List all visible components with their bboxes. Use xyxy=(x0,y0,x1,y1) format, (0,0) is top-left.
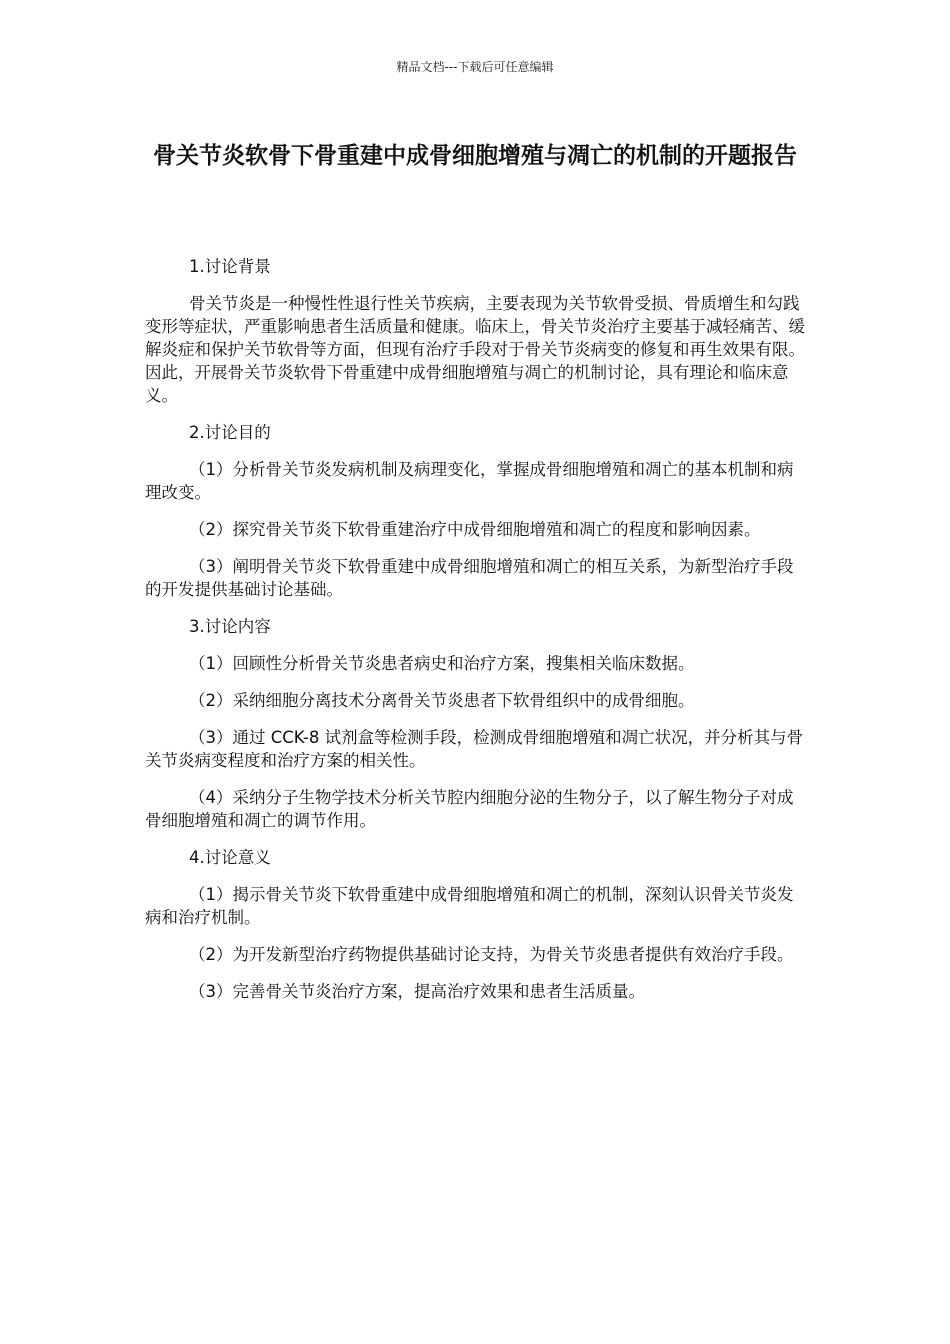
list-item: （2）探究骨关节炎下软骨重建治疗中成骨细胞增殖和凋亡的程度和影响因素。 xyxy=(189,520,761,539)
list-item: （2）采纳细胞分离技术分离骨关节炎患者下软骨组织中的成骨细胞。 xyxy=(189,691,695,710)
list-item: （3）通过 CCK-8 试剂盒等检测手段，检测成骨细胞增殖和凋亡状况，并分析其与骨关节炎病变程度和治疗方案的相关性。 xyxy=(145,728,804,770)
section-heading: 3.讨论内容 xyxy=(189,617,271,636)
list-item: （3）完善骨关节炎治疗方案，提高治疗效果和患者生活质量。 xyxy=(189,982,645,1001)
list-item: （4）采纳分子生物学技术分析关节腔内细胞分泌的生物分子，以了解生物分子对成骨细胞增殖和凋亡的调节作用。 xyxy=(145,788,794,830)
list-item: （1）分析骨关节炎发病机制及病理变化，掌握成骨细胞增殖和凋亡的基本机制和病理改变。 xyxy=(145,460,794,502)
paragraph: 骨关节炎是一种慢性性退行性关节疾病，主要表现为关节软骨受损、骨质增生和勾践变形等症状，严重影响患者生活质量和健康。临床上，骨关节炎治疗主要基于减轻痛苦、缓解炎症和保护关节软骨等方面，但现有治疗手段对于骨关节炎病变的修复和再生效果有限。因此，开展骨关节炎软骨下骨重建中成骨细胞增殖与凋亡的机制讨论，具有理论和临床意义。 xyxy=(145,294,805,405)
list-item: （2）为开发新型治疗药物提供基础讨论支持，为骨关节炎患者提供有效治疗手段。 xyxy=(189,945,794,964)
list-item: （1）回顾性分析骨关节炎患者病史和治疗方案，搜集相关临床数据。 xyxy=(189,654,695,673)
document-title: 骨关节炎软骨下骨重建中成骨细胞增殖与凋亡的机制的开题报告 xyxy=(153,143,797,169)
list-item: （1）揭示骨关节炎下软骨重建中成骨细胞增殖和凋亡的机制，深刻认识骨关节炎发病和治疗机制。 xyxy=(145,885,794,927)
section-heading: 2.讨论目的 xyxy=(189,423,271,442)
header-note: 精品文档---下载后可任意编辑 xyxy=(396,60,554,74)
list-item: （3）阐明骨关节炎下软骨重建中成骨细胞增殖和凋亡的相互关系，为新型治疗手段的开发提供基础讨论基础。 xyxy=(145,557,794,599)
section-heading: 4.讨论意义 xyxy=(189,848,271,867)
section-heading: 1.讨论背景 xyxy=(189,257,271,276)
document-body xyxy=(145,255,805,1017)
